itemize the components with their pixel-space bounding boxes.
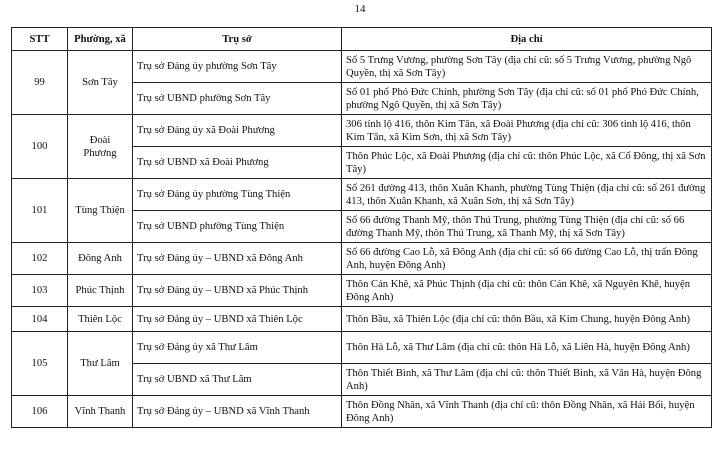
address-cell: Số 5 Trưng Vương, phường Sơn Tây (địa chỉ cũ: số 5 Trưng Vương, phường Ngô Quyền, thị xã Sơn Tây) (342, 51, 712, 83)
office-cell: Trụ sở Đảng ủy xã Thư Lâm (133, 332, 342, 364)
ward-cell: Phúc Thịnh (68, 275, 133, 307)
address-cell: 306 tỉnh lộ 416, thôn Kim Tân, xã Đoài Phương (địa chỉ cũ: 306 tỉnh lộ 416, thôn Kim Tân, xã Kim Sơn, thị xã Sơn Tây) (342, 115, 712, 147)
table-row (12, 243, 712, 275)
office-cell: Trụ sở Đảng ủy xã Đoài Phương (133, 115, 342, 147)
office-cell: Trụ sở Đảng ủy – UBND xã Thiên Lộc (133, 307, 342, 332)
office-cell: Trụ sở UBND phường Tùng Thiện (133, 211, 342, 243)
address-cell: Số 01 phố Phó Đức Chính, phường Sơn Tây (địa chỉ cũ: số 01 phố Phó Đức Chính, phường Ngô Quyền, thị xã Sơn Tây) (342, 83, 712, 115)
address-cell: Thôn Phúc Lộc, xã Đoài Phương (địa chỉ cũ: thôn Phúc Lộc, xã Cổ Đông, thị xã Sơn Tây) (342, 147, 712, 179)
ward-cell: Vĩnh Thanh (68, 396, 133, 428)
stt-cell: 103 (12, 275, 68, 307)
office-cell: Trụ sở Đảng ủy phường Sơn Tây (133, 51, 342, 83)
office-cell: Trụ sở Đảng ủy – UBND xã Đông Anh (133, 243, 342, 275)
office-cell: Trụ sở Đảng ủy – UBND xã Vĩnh Thanh (133, 396, 342, 428)
table-row (12, 179, 712, 211)
ward-cell: Thiên Lộc (68, 307, 133, 332)
table-header-row (12, 28, 712, 51)
ward-cell: Đông Anh (68, 243, 133, 275)
ward-cell: Tùng Thiện (68, 179, 133, 243)
address-cell: Số 66 đường Cao Lỗ, xã Đông Anh (địa chỉ cũ: số 66 đường Cao Lỗ, thị trấn Đông Anh, huyện Đông Anh) (342, 243, 712, 275)
stt-cell: 102 (12, 243, 68, 275)
stt-cell: 104 (12, 307, 68, 332)
office-cell: Trụ sở Đảng ủy phường Tùng Thiện (133, 179, 342, 211)
header-ward: Phường, xã (68, 28, 133, 51)
table-row (12, 332, 712, 364)
office-cell: Trụ sở UBND xã Đoài Phương (133, 147, 342, 179)
address-cell: Số 66 đường Thanh Mỹ, thôn Thú Trung, phường Tùng Thiện (địa chỉ cũ: số 66 đường Thanh Mỹ, thôn Thú Trung, xã Thanh Mỹ, thị xã Sơn Tây) (342, 211, 712, 243)
table-row (12, 115, 712, 147)
office-cell: Trụ sở UBND xã Thư Lâm (133, 364, 342, 396)
stt-cell: 105 (12, 332, 68, 396)
address-cell: Số 261 đường 413, thôn Xuân Khanh, phường Tùng Thiện (địa chỉ cũ: số 261 đường 413, thôn Xuân Khanh, xã Xuân Sơn, thị xã Sơn Tây) (342, 179, 712, 211)
page-number: 14 (354, 3, 366, 15)
office-address-table (11, 27, 712, 428)
ward-cell: Sơn Tây (68, 51, 133, 115)
ward-cell: Đoài Phương (68, 115, 133, 179)
table-row (12, 307, 712, 332)
stt-cell: 106 (12, 396, 68, 428)
stt-cell: 99 (12, 51, 68, 115)
header-office: Trụ sở (133, 28, 342, 51)
header-stt: STT (12, 28, 68, 51)
table-row (12, 51, 712, 83)
header-address: Địa chỉ (342, 28, 712, 51)
address-cell: Thôn Hà Lỗ, xã Thư Lâm (địa chỉ cũ: thôn Hà Lỗ, xã Liên Hà, huyện Đông Anh) (342, 332, 712, 364)
address-cell: Thôn Đồng Nhân, xã Vĩnh Thanh (địa chỉ cũ: thôn Đồng Nhân, xã Hải Bối, huyện Đông Anh) (342, 396, 712, 428)
address-cell: Thôn Thiết Bình, xã Thư Lâm (địa chỉ cũ: thôn Thiết Bình, xã Vân Hà, huyện Đông Anh) (342, 364, 712, 396)
stt-cell: 101 (12, 179, 68, 243)
table-row (12, 275, 712, 307)
ward-cell: Thư Lâm (68, 332, 133, 396)
office-cell: Trụ sở UBND phường Sơn Tây (133, 83, 342, 115)
table-row (12, 396, 712, 428)
office-cell: Trụ sở Đảng ủy – UBND xã Phúc Thịnh (133, 275, 342, 307)
address-cell: Thôn Cán Khê, xã Phúc Thịnh (địa chỉ cũ: thôn Cán Khê, xã Nguyên Khê, huyện Đông Anh) (342, 275, 712, 307)
stt-cell: 100 (12, 115, 68, 179)
address-cell: Thôn Bầu, xã Thiên Lộc (địa chỉ cũ: thôn Bầu, xã Kim Chung, huyện Đông Anh) (342, 307, 712, 332)
